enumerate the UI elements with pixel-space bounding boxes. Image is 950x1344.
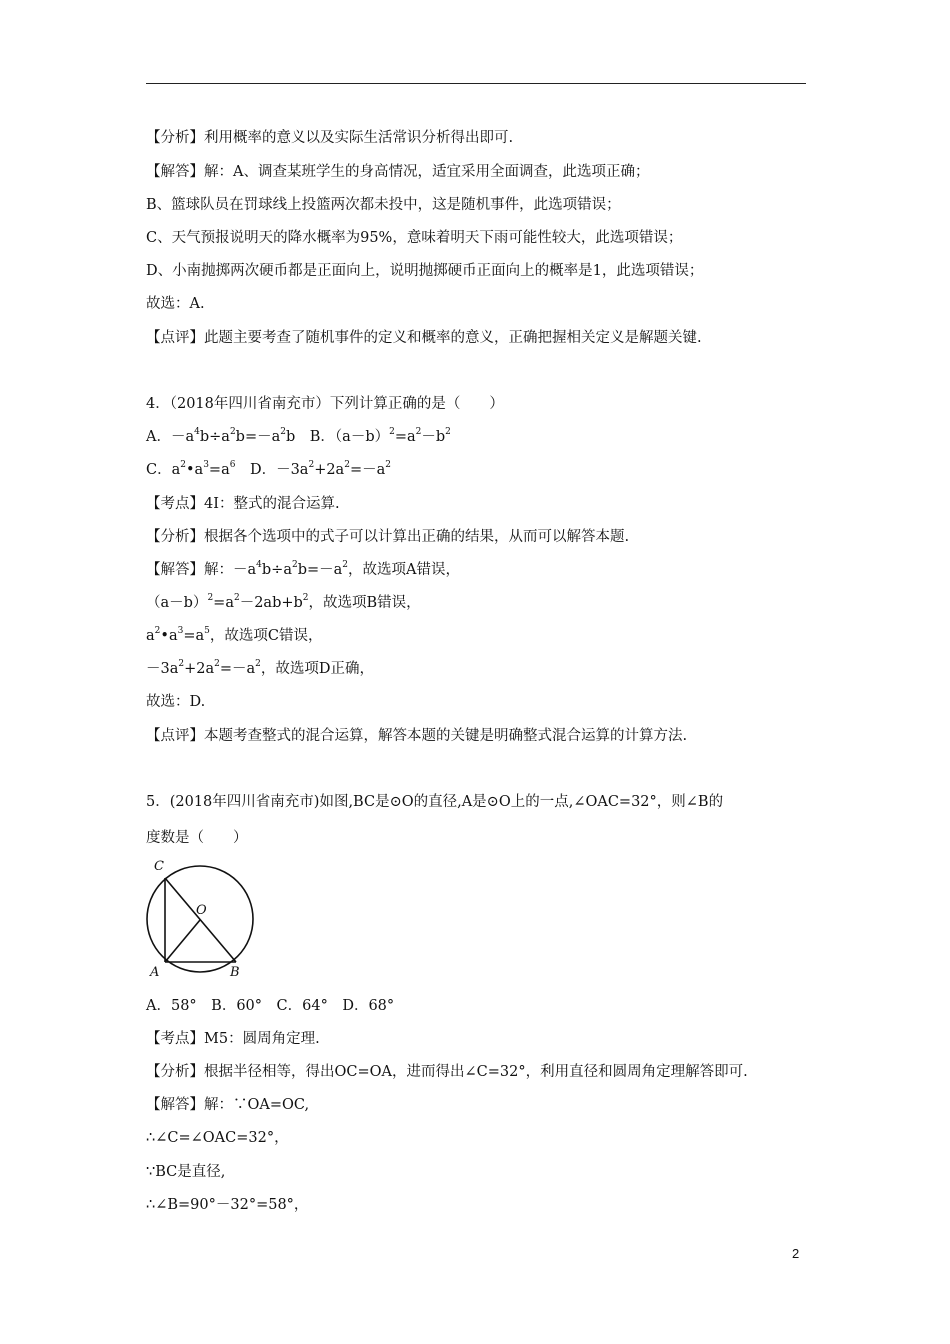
q3-choice: 故选：A. xyxy=(146,296,205,312)
q5-answer-3: ∵BC是直径, xyxy=(146,1164,226,1180)
q5-question-line2: 度数是（ ） xyxy=(146,830,248,846)
q3-answer-d: D、小南抛掷两次硬币都是正面向上，说明抛掷硬币正面向上的概率是1，此选项错误； xyxy=(146,263,704,279)
q4-answer-3: $a^2•a^3=a^5$，故选项C错误， xyxy=(146,626,323,644)
header-rule xyxy=(146,83,806,84)
page-number: 2 xyxy=(792,1246,800,1261)
label-a: A xyxy=(150,965,160,980)
q4-options-cd: C．$a^2•a^3=a^6$ D．$-3a^2+2a^2=-a^2$ xyxy=(146,460,391,478)
q3-answer-b: B、篮球队员在罚球线上投篮两次都未投中，这是随机事件，此选项错误； xyxy=(146,197,621,213)
q5-answer-2: ∴∠C=∠OAC=32°， xyxy=(146,1130,289,1146)
q3-answer-a: 【解答】解：A、调查某班学生的身高情况，适宜采用全面调查，此选项正确； xyxy=(146,164,650,180)
q4-question: 4．（2018年四川省南充市）下列计算正确的是（ ） xyxy=(146,396,504,412)
q5-knowledge: 【考点】M5：圆周角定理. xyxy=(146,1031,320,1047)
q4-analysis: 【分析】根据各个选项中的式子可以计算出正确的结果，从而可以解答本题. xyxy=(146,529,630,545)
circle-figure xyxy=(146,856,258,982)
label-b: B xyxy=(230,965,240,980)
radius-oa xyxy=(165,920,200,962)
q5-question-line1: 5．(2018年四川省南充市)如图,BC是⊙O的直径,A是⊙O上的一点,∠OAC=32°，则∠B的 xyxy=(146,794,724,810)
q4-answer-1: 【解答】解：$-a^4b\div a^2b=-a^2$，故选项A错误， xyxy=(146,560,460,578)
q3-comment: 【点评】此题主要考查了随机事件的定义和概率的意义，正确把握相关定义是解题关键. xyxy=(146,330,702,346)
q5-answer-4: ∴∠B=90°－32°=58°， xyxy=(146,1197,309,1213)
q4-comment: 【点评】本题考查整式的混合运算，解答本题的关键是明确整式混合运算的计算方法. xyxy=(146,728,688,744)
q3-answer-c: C、天气预报说明天的降水概率为95%，意味着明天下雨可能性较大，此选项错误； xyxy=(146,230,683,246)
q5-answer-1: 【解答】解：∵OA=OC, xyxy=(146,1097,310,1113)
q4-options-ab: A．$-a^4b\div a^2b=-a^2b$ B．$(a-b)^2=a^2-b^2$ xyxy=(146,427,451,445)
label-o: O xyxy=(196,903,207,918)
label-c: C xyxy=(154,859,164,874)
q3-analysis: 【分析】利用概率的意义以及实际生活常识分析得出即可. xyxy=(146,130,514,146)
q5-analysis: 【分析】根据半径相等，得出OC=OA，进而得出∠C=32°，利用直径和圆周角定理解答即可. xyxy=(146,1064,748,1080)
q5-options: A．58° B．60° C．64° D．68° xyxy=(146,998,395,1014)
q4-answer-2: $(a-b)^2=a^2-2ab+b^2$，故选项B错误， xyxy=(146,593,421,611)
q4-choice: 故选：D. xyxy=(146,694,206,710)
q4-answer-4: $-3a^2+2a^2=-a^2$，故选项D正确， xyxy=(146,659,375,677)
q4-knowledge: 【考点】4I：整式的混合运算. xyxy=(146,496,340,512)
